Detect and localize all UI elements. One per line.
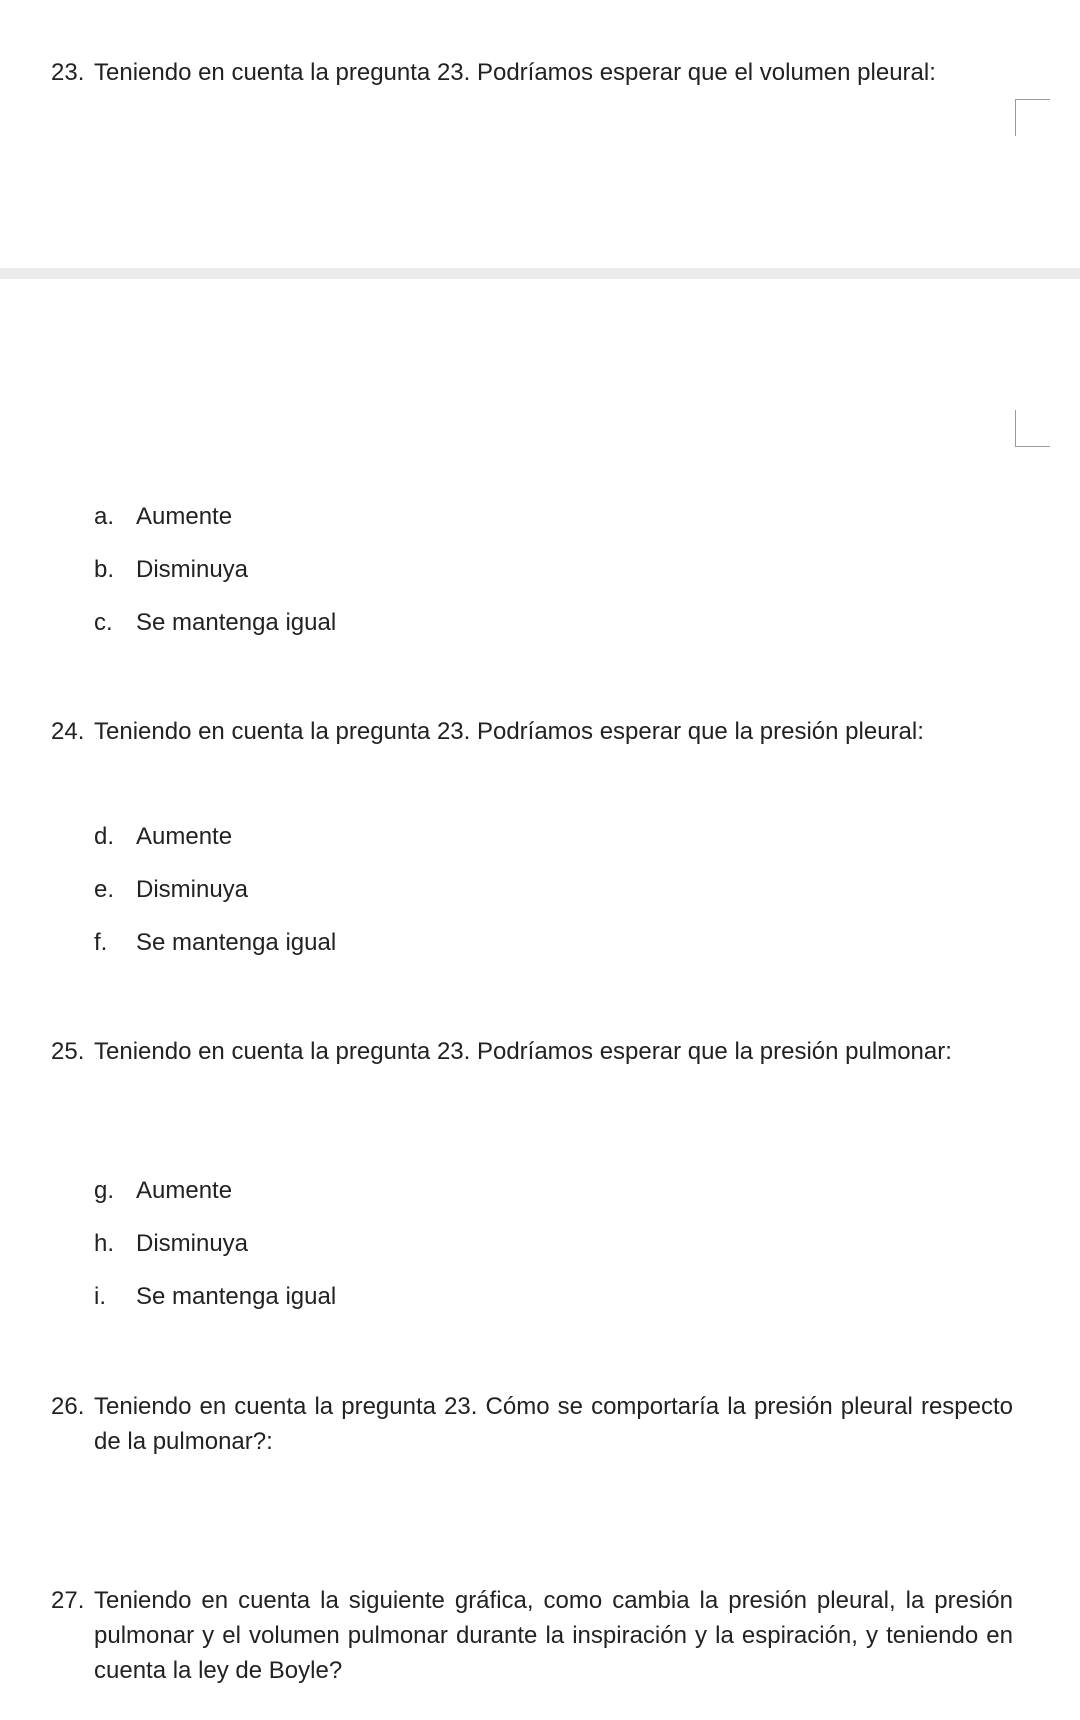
option-label: Se mantenga igual xyxy=(136,609,337,636)
option-i xyxy=(94,1282,336,1312)
option-letter: g. xyxy=(94,1177,115,1204)
question-23 xyxy=(51,55,1013,90)
option-letter: c. xyxy=(94,609,113,636)
question-number: 27. xyxy=(51,1587,85,1614)
option-b xyxy=(94,555,248,585)
option-label: Aumente xyxy=(136,503,233,530)
option-label: Disminuya xyxy=(136,556,249,583)
question-number: 25. xyxy=(51,1038,85,1065)
option-label: Disminuya xyxy=(136,876,249,903)
question-number: 24. xyxy=(51,718,85,745)
option-label: Aumente xyxy=(136,823,233,850)
page-break-separator xyxy=(0,268,1080,279)
option-d xyxy=(94,822,232,852)
question-number: 23. xyxy=(51,59,85,86)
option-letter: e. xyxy=(94,876,115,903)
option-label: Disminuya xyxy=(136,1230,249,1257)
option-letter: b. xyxy=(94,556,115,583)
question-text: Teniendo en cuenta la pregunta 23. Podríamos esperar que la presión pleural: xyxy=(94,718,924,745)
question-27 xyxy=(51,1583,1013,1688)
option-label: Aumente xyxy=(136,1177,233,1204)
option-a xyxy=(94,502,232,532)
question-number: 26. xyxy=(51,1393,85,1420)
option-letter: f. xyxy=(94,929,108,956)
question-text: Teniendo en cuenta la siguiente gráfica, como cambia la presión pleural, la presión pulmonar y el volumen pulmonar durante la inspiración y la espiración, y teniendo en cuenta la ley de Boyle? xyxy=(94,1587,1013,1684)
option-label: Se mantenga igual xyxy=(136,929,337,956)
option-letter: h. xyxy=(94,1230,115,1257)
question-text: Teniendo en cuenta la pregunta 23. Cómo se comportaría la presión pleural respecto de la pulmonar?: xyxy=(94,1393,1013,1455)
option-letter: d. xyxy=(94,823,115,850)
question-24 xyxy=(51,714,1013,749)
option-letter: i. xyxy=(94,1283,106,1310)
question-26 xyxy=(51,1389,1013,1459)
option-c xyxy=(94,608,336,638)
option-g xyxy=(94,1176,232,1206)
question-text: Teniendo en cuenta la pregunta 23. Podríamos esperar que la presión pulmonar: xyxy=(94,1038,952,1065)
page-margin-corner-bottom xyxy=(1015,410,1050,447)
option-letter: a. xyxy=(94,503,115,530)
option-f xyxy=(94,928,336,958)
page-margin-corner-top xyxy=(1015,99,1050,136)
option-h xyxy=(94,1229,248,1259)
option-e xyxy=(94,875,248,905)
question-text: Teniendo en cuenta la pregunta 23. Podríamos esperar que el volumen pleural: xyxy=(94,59,936,86)
question-25 xyxy=(51,1034,1013,1069)
option-label: Se mantenga igual xyxy=(136,1283,337,1310)
